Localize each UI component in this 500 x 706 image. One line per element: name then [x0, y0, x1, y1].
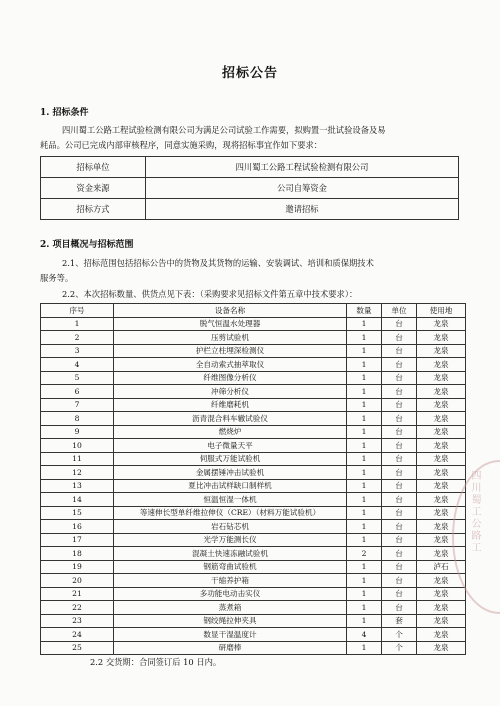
- table-row: [41, 574, 466, 588]
- cell-unit: 台: [382, 479, 417, 493]
- cell-no: 13: [41, 479, 114, 493]
- equipment-table-header: [41, 304, 466, 318]
- table-row: [41, 547, 466, 561]
- cell-place: 龙泉: [417, 398, 466, 412]
- info-label: 资金来源: [41, 178, 146, 199]
- cell-name: 纤维图像分析仪: [114, 371, 347, 385]
- section-2-1-line-2: 服务等。: [40, 273, 74, 283]
- table-row: [41, 439, 466, 453]
- cell-no: 20: [41, 574, 114, 588]
- cell-qty: 1: [347, 493, 382, 507]
- header-unit: 单位: [382, 304, 417, 318]
- cell-place: 龙泉: [417, 641, 466, 655]
- cell-name: 伺服式万能试验机: [114, 452, 347, 466]
- cell-qty: 1: [347, 533, 382, 547]
- cell-name: 燃烧炉: [114, 425, 347, 439]
- equipment-table-body: [41, 317, 466, 655]
- cell-place: 龙泉: [417, 520, 466, 534]
- cell-no: 8: [41, 412, 114, 426]
- header-no: 序号: [41, 304, 114, 318]
- bid-info-table: [40, 156, 459, 220]
- cell-no: 10: [41, 439, 114, 453]
- cell-name: 压剪试验机: [114, 331, 347, 345]
- cell-qty: 1: [347, 398, 382, 412]
- cell-qty: 1: [347, 412, 382, 426]
- cell-unit: 台: [382, 520, 417, 534]
- table-row: [41, 452, 466, 466]
- cell-name: 岩石钻芯机: [114, 520, 347, 534]
- cell-no: 9: [41, 425, 114, 439]
- cell-qty: 1: [347, 574, 382, 588]
- table-row: [41, 520, 466, 534]
- cell-place: 龙泉: [417, 574, 466, 588]
- cell-place: 龙泉: [417, 439, 466, 453]
- cell-name: 光学万能测长仪: [114, 533, 347, 547]
- table-row: [41, 398, 466, 412]
- cell-place: 龙泉: [417, 547, 466, 561]
- info-value: 邀请招标: [146, 199, 459, 220]
- cell-no: 12: [41, 466, 114, 480]
- table-row: [41, 493, 466, 507]
- cell-name: 纤维磨耗机: [114, 398, 347, 412]
- cell-place: 龙泉: [417, 628, 466, 642]
- cell-qty: 1: [347, 479, 382, 493]
- cell-unit: 个: [382, 628, 417, 642]
- info-label: 招标单位: [41, 157, 146, 178]
- cell-name: 全自动索式抽萃取仪: [114, 358, 347, 372]
- cell-qty: 1: [347, 641, 382, 655]
- cell-name: 多功能电动击实仪: [114, 587, 347, 601]
- table-row: [41, 425, 466, 439]
- cell-unit: 台: [382, 587, 417, 601]
- cell-place: 泸石: [417, 560, 466, 574]
- cell-unit: 台: [382, 547, 417, 561]
- cell-unit: 台: [382, 439, 417, 453]
- cell-name: 数显干湿温度计: [114, 628, 347, 642]
- info-value: 四川蜀工公路工程试验检测有限公司: [146, 157, 459, 178]
- header-name: 设备名称: [114, 304, 347, 318]
- table-row: [41, 371, 466, 385]
- cell-unit: 台: [382, 398, 417, 412]
- cell-no: 14: [41, 493, 114, 507]
- cell-no: 21: [41, 587, 114, 601]
- cell-place: 龙泉: [417, 601, 466, 615]
- table-row: [41, 412, 466, 426]
- cell-qty: 1: [347, 587, 382, 601]
- cell-unit: 个: [382, 641, 417, 655]
- cell-place: 龙泉: [417, 614, 466, 628]
- cell-name: 夏比冲击试样缺口制样机: [114, 479, 347, 493]
- cell-qty: 1: [347, 385, 382, 399]
- cell-unit: 台: [382, 601, 417, 615]
- table-row: [41, 628, 466, 642]
- cell-name: 混凝土快速冻融试验机: [114, 547, 347, 561]
- cell-no: 1: [41, 317, 114, 331]
- section-1-heading: 1. 招标条件: [40, 108, 89, 118]
- cell-no: 5: [41, 371, 114, 385]
- cell-no: 3: [41, 344, 114, 358]
- cell-no: 24: [41, 628, 114, 642]
- cell-place: 龙泉: [417, 358, 466, 372]
- cell-unit: 台: [382, 385, 417, 399]
- section-1-paragraph-line-1: 四川蜀工公路工程试验检测有限公司为满足公司试验工作需要，拟购置一批试验设备及易: [62, 125, 386, 135]
- bid-info-row: [41, 157, 459, 178]
- cell-no: 11: [41, 452, 114, 466]
- cell-no: 6: [41, 385, 114, 399]
- cell-no: 4: [41, 358, 114, 372]
- cell-name: 护栏立柱埋深检测仪: [114, 344, 347, 358]
- cell-name: 蒸煮箱: [114, 601, 347, 615]
- cell-no: 25: [41, 641, 114, 655]
- table-row: [41, 385, 466, 399]
- cell-no: 17: [41, 533, 114, 547]
- cell-no: 19: [41, 560, 114, 574]
- cell-qty: 1: [347, 452, 382, 466]
- bid-info-row: [41, 178, 459, 199]
- table-row: [41, 533, 466, 547]
- cell-qty: 1: [347, 317, 382, 331]
- cell-unit: 台: [382, 425, 417, 439]
- cell-name: 脱气恒温水处理器: [114, 317, 347, 331]
- table-row: [41, 344, 466, 358]
- cell-qty: 1: [347, 439, 382, 453]
- cell-place: 龙泉: [417, 493, 466, 507]
- bid-info-row: [41, 199, 459, 220]
- table-row: [41, 466, 466, 480]
- cell-name: 钢绞绳拉伸夹具: [114, 614, 347, 628]
- cell-unit: 台: [382, 506, 417, 520]
- cell-unit: 台: [382, 344, 417, 358]
- cell-unit: 台: [382, 560, 417, 574]
- cell-unit: 台: [382, 493, 417, 507]
- cell-place: 龙泉: [417, 466, 466, 480]
- cell-place: 龙泉: [417, 425, 466, 439]
- cell-no: 7: [41, 398, 114, 412]
- cell-no: 2: [41, 331, 114, 345]
- cell-no: 15: [41, 506, 114, 520]
- cell-qty: 1: [347, 425, 382, 439]
- cell-place: 龙泉: [417, 317, 466, 331]
- cell-qty: 1: [347, 601, 382, 615]
- header-qty: 数量: [347, 304, 382, 318]
- cell-name: 钢筋弯曲试验机: [114, 560, 347, 574]
- cell-qty: 1: [347, 371, 382, 385]
- cell-qty: 4: [347, 628, 382, 642]
- cell-unit: 台: [382, 371, 417, 385]
- table-row: [41, 614, 466, 628]
- cell-name: 沥青混合料车辙试验仪: [114, 412, 347, 426]
- cell-qty: 1: [347, 520, 382, 534]
- cell-place: 龙泉: [417, 331, 466, 345]
- cell-qty: 1: [347, 560, 382, 574]
- cell-name: 金属摆锤冲击试验机: [114, 466, 347, 480]
- cell-qty: 1: [347, 331, 382, 345]
- cell-unit: 台: [382, 412, 417, 426]
- header-place: 使用地: [417, 304, 466, 318]
- cell-qty: 1: [347, 466, 382, 480]
- equipment-table: [40, 303, 466, 655]
- cell-name: 研磨棒: [114, 641, 347, 655]
- cell-place: 龙泉: [417, 587, 466, 601]
- table-row: [41, 587, 466, 601]
- section-2-1-line-1: 2.1、招标范围包括招标公告中的货物及其货物的运输、安装调试、培训和质保期技术: [62, 258, 374, 268]
- info-label: 招标方式: [41, 199, 146, 220]
- cell-qty: 1: [347, 506, 382, 520]
- table-row: [41, 560, 466, 574]
- section-2-heading: 2. 项目概况与招标范围: [40, 240, 134, 250]
- section-2-2-line: 2.2、本次招标数量、供货点见下表：（采购要求见招标文件第五章中技术要求）：: [62, 289, 358, 299]
- table-row: [41, 479, 466, 493]
- cell-qty: 1: [347, 614, 382, 628]
- cell-no: 23: [41, 614, 114, 628]
- seal-text: 四川蜀工公路工: [469, 470, 480, 554]
- cell-name: 等速伸长型单纤维拉伸仪（CRE）（材料万能试验机）: [114, 506, 347, 520]
- cell-name: 电子微量天平: [114, 439, 347, 453]
- table-row: [41, 641, 466, 655]
- cell-unit: 台: [382, 331, 417, 345]
- cell-unit: 台: [382, 452, 417, 466]
- cell-unit: 台: [382, 466, 417, 480]
- table-row: [41, 601, 466, 615]
- cell-name: 冲筛分析仪: [114, 385, 347, 399]
- cell-unit: 台: [382, 533, 417, 547]
- table-row: [41, 331, 466, 345]
- table-row: [41, 358, 466, 372]
- cell-unit: 套: [382, 614, 417, 628]
- cell-place: 龙泉: [417, 479, 466, 493]
- cell-place: 龙泉: [417, 385, 466, 399]
- cell-unit: 台: [382, 358, 417, 372]
- info-value: 公司自筹资金: [146, 178, 459, 199]
- cell-place: 龙泉: [417, 506, 466, 520]
- cell-no: 16: [41, 520, 114, 534]
- cell-place: 龙泉: [417, 344, 466, 358]
- section-1-paragraph-line-2: 耗品。公司已完成内部审核程序，同意实施采购，现将招标事宜作如下要求：: [40, 140, 323, 150]
- cell-place: 龙泉: [417, 452, 466, 466]
- cell-place: 龙泉: [417, 533, 466, 547]
- delivery-line: 2.2 交货期：合同签订后 10 日内。: [90, 657, 222, 667]
- cell-qty: 1: [347, 358, 382, 372]
- cell-qty: 2: [347, 547, 382, 561]
- cell-unit: 台: [382, 574, 417, 588]
- cell-place: 龙泉: [417, 412, 466, 426]
- cell-no: 22: [41, 601, 114, 615]
- table-row: [41, 317, 466, 331]
- cell-place: 龙泉: [417, 371, 466, 385]
- cell-no: 18: [41, 547, 114, 561]
- cell-unit: 台: [382, 317, 417, 331]
- page-title: 招标公告: [221, 66, 278, 81]
- table-row: [41, 506, 466, 520]
- cell-name: 干缩养护箱: [114, 574, 347, 588]
- cell-name: 恒温恒湿一体机: [114, 493, 347, 507]
- cell-qty: 1: [347, 344, 382, 358]
